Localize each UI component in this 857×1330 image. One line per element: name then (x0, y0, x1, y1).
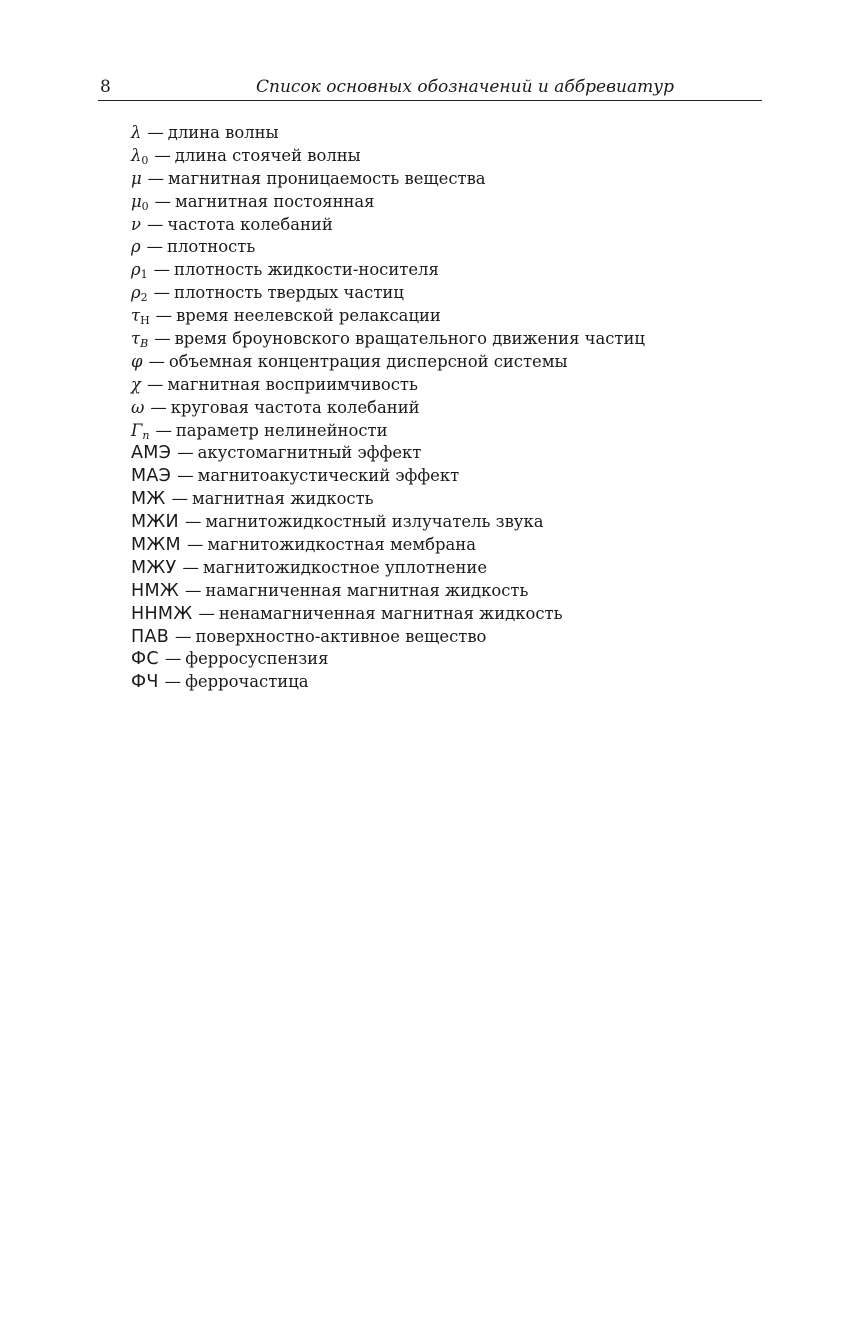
symbol-subscript: 0 (141, 199, 149, 213)
list-item (131, 259, 645, 282)
em-dash: — (146, 374, 164, 394)
em-dash: — (154, 329, 171, 349)
em-dash: — (153, 260, 171, 280)
symbol-subscript: 0 (141, 153, 149, 167)
em-dash: — (185, 580, 202, 600)
abbreviation: МЖУ (131, 557, 177, 578)
description: длина стоячей волны (174, 145, 361, 165)
description: магнитоакустический эффект (197, 466, 460, 486)
em-dash: — (177, 466, 194, 486)
symbol: μ (131, 191, 142, 211)
em-dash: — (147, 168, 165, 188)
description: плотность твердых частиц (174, 283, 404, 303)
description: магнитная проницаемость вещества (168, 168, 486, 188)
description: длина волны (167, 123, 279, 142)
list-item (131, 465, 645, 488)
list-item (131, 580, 645, 603)
running-title: Список основных обозначений и аббревиатур (256, 77, 674, 97)
description: плотность жидкости-носителя (174, 260, 439, 280)
em-dash: — (177, 443, 194, 463)
list-item (131, 145, 645, 168)
description: ненамагниченная магнитная жидкость (218, 603, 563, 623)
list-item (131, 236, 645, 259)
em-dash: — (198, 603, 215, 623)
em-dash: — (155, 306, 173, 326)
symbol-subscript: B (140, 337, 149, 351)
description: магнитная восприимчивость (167, 374, 418, 394)
list-item (131, 442, 645, 465)
list-item (131, 397, 645, 420)
em-dash: — (171, 489, 188, 509)
list-item (131, 648, 645, 671)
description: круговая частота колебаний (170, 397, 420, 417)
list-item (131, 122, 645, 145)
description: объемная концентрация дисперсной системы (168, 351, 568, 371)
symbol-subscript: Н (140, 314, 150, 328)
symbol: τ (131, 306, 141, 326)
description: магнитная постоянная (175, 191, 375, 211)
abbreviation: МАЭ (131, 466, 172, 487)
symbol: ν (131, 214, 141, 234)
page-number: 8 (100, 77, 111, 97)
running-head (98, 74, 762, 101)
symbol: λ (131, 145, 142, 165)
symbol: ρ (131, 260, 141, 280)
em-dash: — (164, 672, 182, 692)
list-item (131, 511, 645, 534)
description: параметр нелинейности (175, 420, 388, 440)
list-item (131, 168, 645, 191)
description: магнитожидкостное уплотнение (202, 557, 488, 577)
em-dash: — (148, 351, 165, 371)
em-dash: — (146, 214, 164, 234)
symbol: ω (131, 397, 145, 417)
abbreviation: ФС (131, 649, 159, 670)
description: время броуновского вращательного движения частиц (174, 329, 645, 349)
description: ферросуспензия (185, 649, 329, 669)
list-item (131, 282, 645, 305)
list-item (131, 603, 645, 626)
description: время неелевской релаксации (176, 306, 441, 326)
description: частота колебаний (167, 214, 333, 234)
description: магнитожидкостный излучатель звука (205, 512, 544, 532)
list-item (131, 374, 645, 397)
em-dash: — (186, 535, 204, 555)
description: акустомагнитный эффект (197, 443, 422, 463)
abbreviation: МЖ (131, 489, 166, 510)
symbol: τ (131, 329, 141, 349)
em-dash: — (154, 191, 172, 211)
list-item (131, 557, 645, 580)
abbreviation: ННМЖ (131, 603, 193, 624)
abbreviation: НМЖ (131, 580, 180, 601)
description: магнитожидкостная мембрана (207, 535, 476, 555)
list-item (131, 191, 645, 214)
list-item (131, 420, 645, 443)
symbol: λ (131, 123, 142, 142)
symbol-list (131, 122, 645, 694)
em-dash: — (175, 626, 192, 646)
description: намагниченная магнитная жидкость (205, 580, 529, 600)
description: поверхностно-активное вещество (195, 626, 487, 646)
description: магнитная жидкость (191, 489, 374, 509)
abbreviation: МЖМ (131, 535, 181, 556)
list-item (131, 534, 645, 557)
description: плотность (167, 237, 256, 257)
list-item (131, 214, 645, 237)
symbol-subscript: 1 (140, 268, 148, 282)
em-dash: — (147, 123, 164, 142)
list-item (131, 488, 645, 511)
description: феррочастица (185, 672, 309, 692)
symbol: μ (131, 168, 142, 188)
symbol-subscript: n (142, 428, 150, 442)
em-dash: — (155, 420, 172, 440)
symbol: ρ (131, 283, 141, 303)
abbreviation: АМЭ (131, 443, 172, 464)
list-item (131, 305, 645, 328)
list-item (131, 671, 645, 694)
list-item (131, 328, 645, 351)
em-dash: — (154, 145, 171, 165)
symbol: φ (131, 351, 143, 371)
abbreviation: ФЧ (131, 672, 159, 693)
em-dash: — (150, 397, 167, 417)
em-dash: — (146, 237, 164, 257)
em-dash: — (184, 512, 202, 532)
abbreviation: МЖИ (131, 512, 179, 533)
abbreviation: ПАВ (131, 626, 170, 647)
em-dash: — (182, 557, 199, 577)
symbol: Γ (131, 420, 143, 440)
list-item (131, 626, 645, 649)
symbol-subscript: 2 (140, 291, 148, 305)
symbol: χ (131, 374, 141, 394)
em-dash: — (164, 649, 182, 669)
list-item (131, 351, 645, 374)
em-dash: — (153, 283, 171, 303)
symbol: ρ (131, 237, 141, 257)
